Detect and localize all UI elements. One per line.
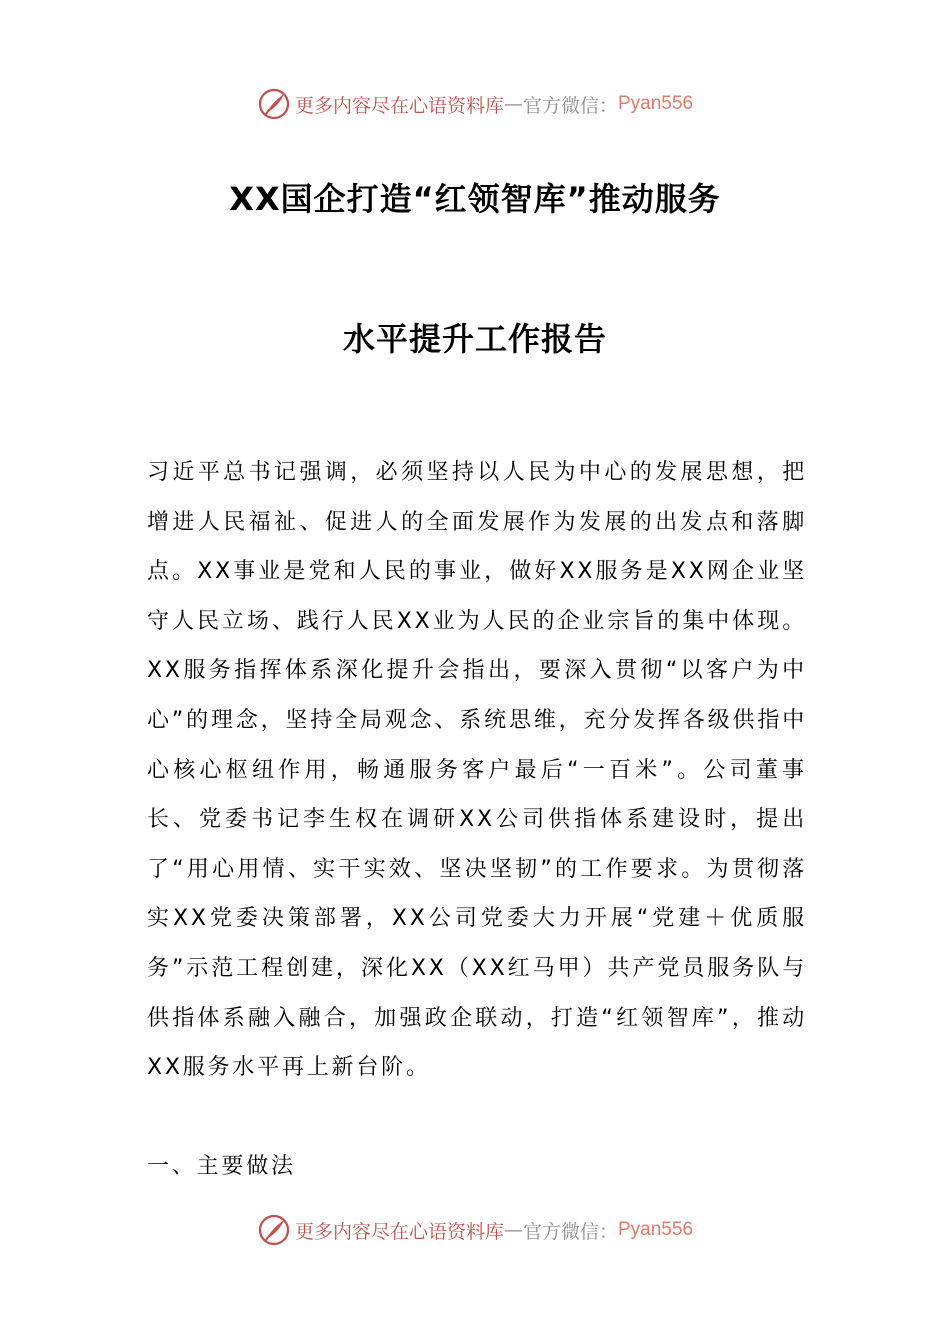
banner-dash: — [503,1219,523,1241]
body-paragraph: 习近平总书记强调，必须坚持以人民为中心的发展思想，把增进人民福祉、促进人的全面发展作为发展的出发点和落脚点。XX事业是党和人民的事业，做好XX服务是XX网企业坚守人民立场、践行人民XX业为人民的企业宗旨的集中体现。XX服务指挥体系深化提升会指出，要深入贯彻“以客户为中心”的理念，坚持全局观念、系统思维，充分发挥各级供指中心核心枢纽作用，畅通服务客户最后“一百米”。公司董事长、党委书记李生权在调研XX公司供指体系建设时，提出了“用心用情、实干实效、坚决坚韧”的工作要求。为贯彻落实XX党委决策部署，XX公司党委大力开展“党建＋优质服务”示范工程创建，深化XX（XX红马甲）共产党员服务队与供指体系融入融合，加强政企联动，打造“红领智库”，推动XX服务水平再上新台阶。 [147,460,807,1081]
watermark-banner-top [0,84,950,124]
section-heading: 一、主要做法 [147,1154,296,1179]
banner-text-red: 更多内容尽在心语资料库 [294,1220,504,1243]
quill-pen-logo-icon [257,1213,291,1247]
quill-pen-logo-icon [257,87,291,121]
document-body [147,448,807,1093]
banner-text-gray: 官方微信： [522,94,618,117]
banner-dash: — [503,93,523,115]
watermark-banner-bottom [0,1210,950,1250]
banner-text-gray: 官方微信： [522,1220,618,1243]
banner-text-red: 更多内容尽在心语资料库 [294,94,504,117]
banner-wechat-id: Pyan556 [618,93,694,114]
document-title-line1: XX国企打造“红领智库”推动服务 [229,180,721,218]
document-title-line2: 水平提升工作报告 [342,320,607,358]
banner-wechat-id: Pyan556 [618,1219,694,1240]
